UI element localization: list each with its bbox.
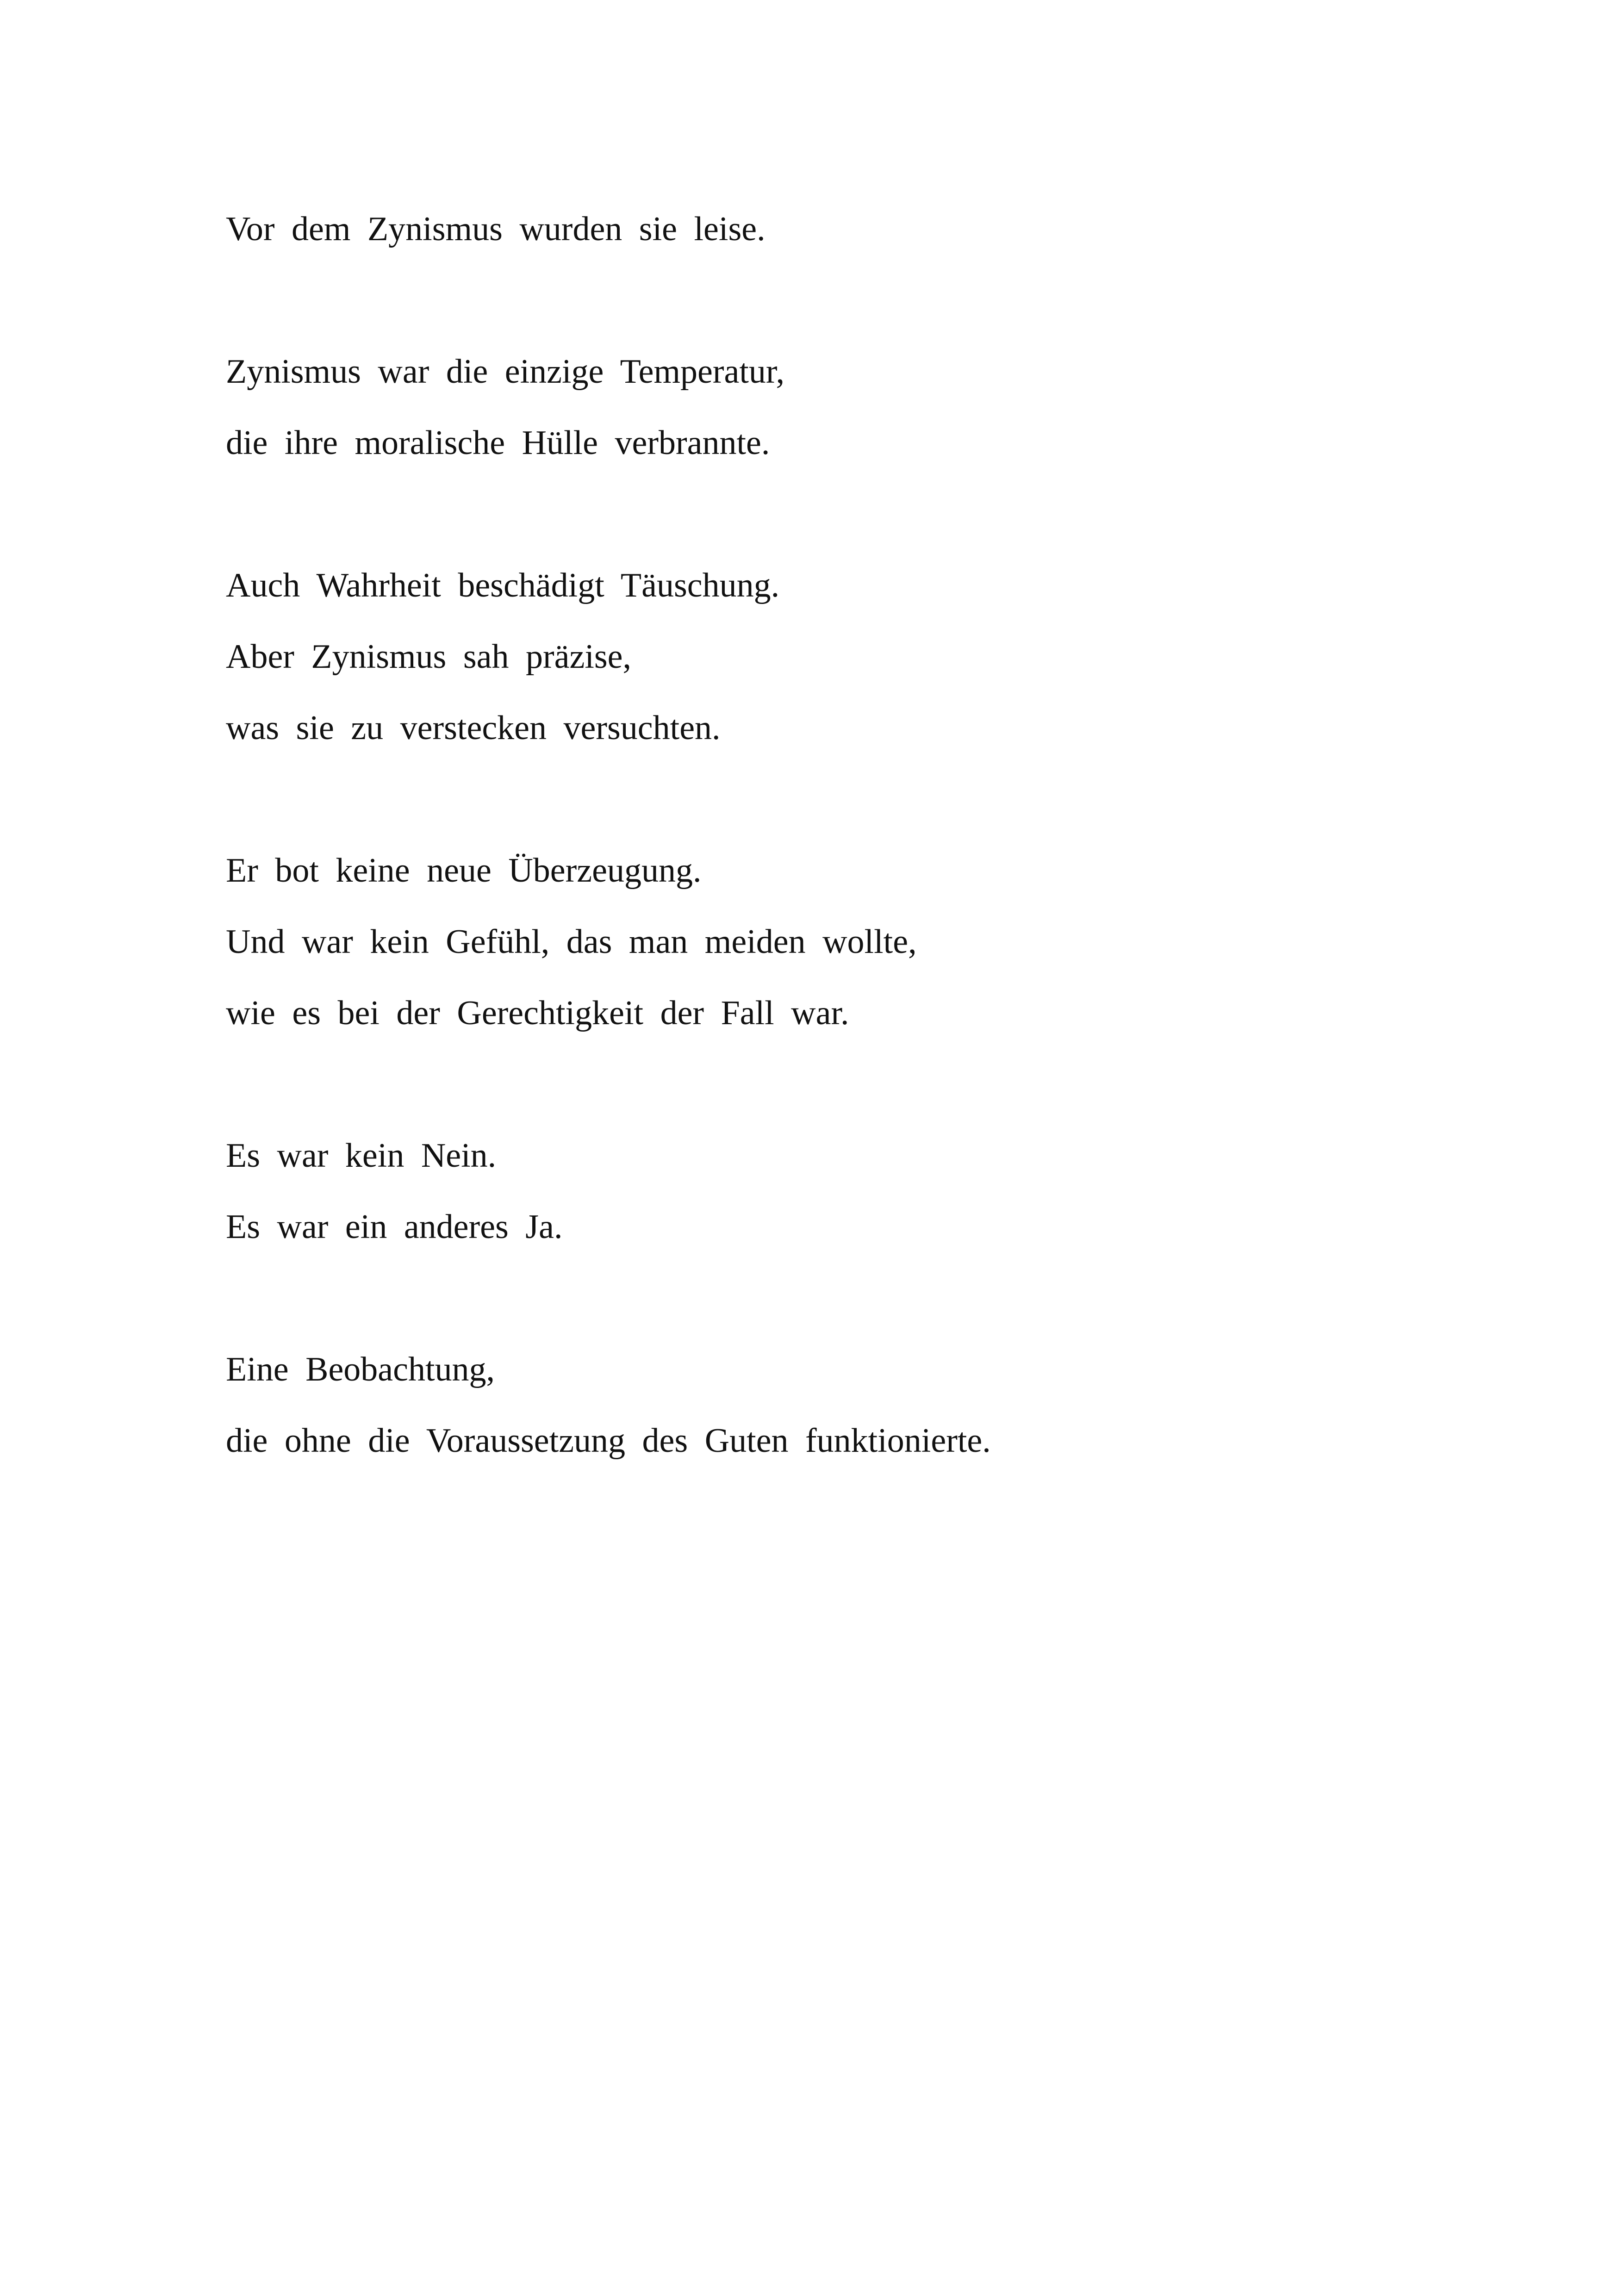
poem-line: die ohne die Voraussetzung des Guten funktionierte. [226, 1422, 991, 1460]
stanza-2 [226, 336, 1429, 479]
stanza-4 [226, 835, 1429, 1049]
poem-line: Zynismus war die einzige Temperatur, [226, 353, 785, 391]
poem-line: Es war ein anderes Ja. [226, 1208, 563, 1246]
poem-line: was sie zu verstecken versuchten. [226, 709, 721, 747]
stanza-1 [226, 193, 1429, 265]
poem-line: die ihre moralische Hülle verbrannte. [226, 424, 770, 462]
poem-line: Eine Beobachtung, [226, 1350, 495, 1388]
stanza-3 [226, 550, 1429, 764]
poem-line: Es war kein Nein. [226, 1137, 497, 1175]
poem-line: wie es bei der Gerechtigkeit der Fall war. [226, 994, 849, 1032]
stanza-5 [226, 1120, 1429, 1263]
poem-line: Er bot keine neue Überzeugung. [226, 852, 702, 890]
stanza-6 [226, 1334, 1429, 1476]
poem-line: Vor dem Zynismus wurden sie leise. [226, 210, 765, 248]
poem-body [226, 193, 1429, 1548]
poem-line: Und war kein Gefühl, das man meiden wollte, [226, 923, 917, 961]
poem-line: Auch Wahrheit beschädigt Täuschung. [226, 566, 780, 604]
poem-line: Aber Zynismus sah präzise, [226, 638, 632, 676]
